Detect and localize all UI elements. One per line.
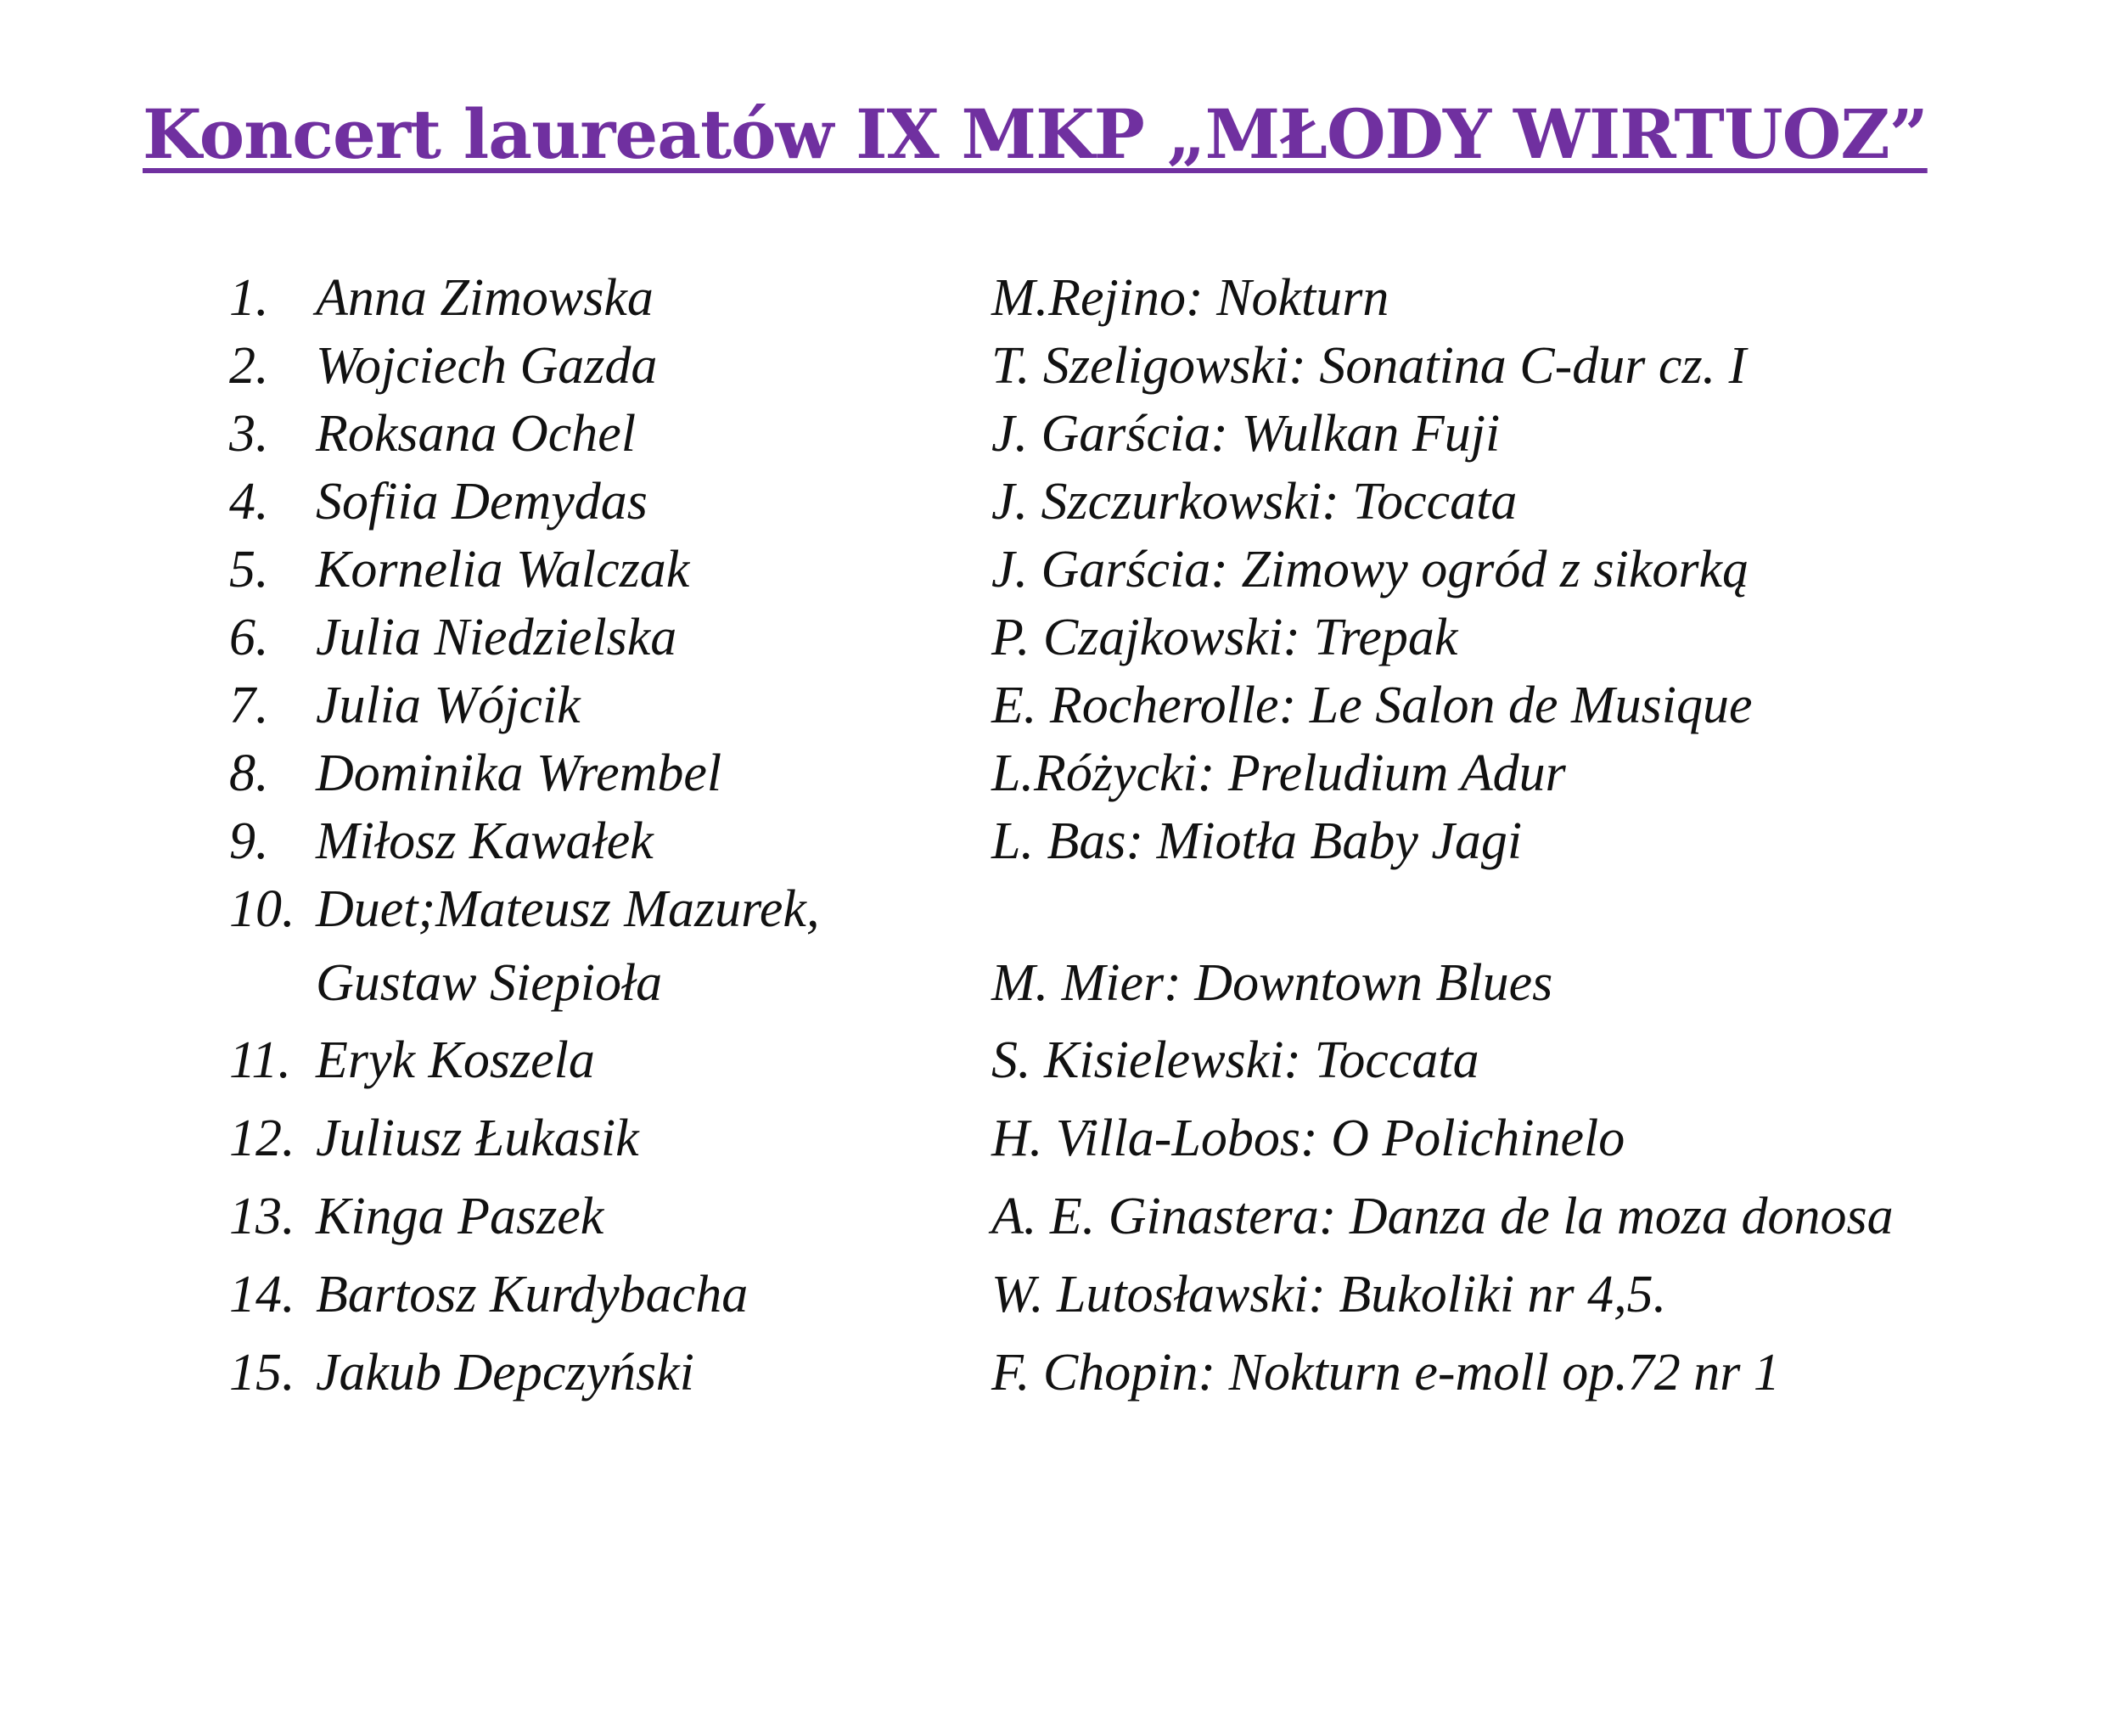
piece-title: H. Villa-Lobos: O Polichinelo <box>991 1110 1625 1167</box>
item-number: 6. <box>229 609 269 666</box>
performer-name: Bartosz Kurdybacha <box>316 1266 749 1323</box>
performer-name: Eryk Koszela <box>316 1031 595 1089</box>
piece-title: P. Czajkowski: Trepak <box>991 609 1458 666</box>
item-number: 14. <box>229 1266 295 1323</box>
item-number: 15. <box>229 1344 295 1402</box>
item-number: 5. <box>229 541 269 598</box>
performer-name: Julia Niedzielska <box>316 609 677 666</box>
performer-name: Kornelia Walczak <box>316 541 690 598</box>
item-number: 7. <box>229 677 269 734</box>
item-number: 2. <box>229 337 269 395</box>
piece-title: T. Szeligowski: Sonatina C-dur cz. I <box>991 337 1747 395</box>
performer-name: Julia Wójcik <box>316 677 581 734</box>
piece-title: E. Rocherolle: Le Salon de Musique <box>991 677 1753 734</box>
piece-title: J. Garścia: Wulkan Fuji <box>991 405 1501 463</box>
item-number: 12. <box>229 1110 295 1167</box>
performer-name: Juliusz Łukasik <box>316 1110 639 1167</box>
item-number: 11. <box>229 1031 291 1089</box>
piece-title: J. Garścia: Zimowy ogród z sikorką <box>991 541 1749 598</box>
performer-name: Anna Zimowska <box>316 269 654 327</box>
piece-title: A. E. Ginastera: Danza de la moza donosa <box>991 1188 1894 1245</box>
document-title: Koncert laureatów IX MKP „MŁODY WIRTUOZ” <box>143 94 1928 174</box>
performer-name <box>316 880 820 1012</box>
piece-title: L. Bas: Miotła Baby Jagi <box>991 812 1523 870</box>
piece-title: S. Kisielewski: Toccata <box>991 1031 1479 1089</box>
item-number: 10. <box>229 880 295 938</box>
item-number: 13. <box>229 1188 295 1245</box>
item-number: 9. <box>229 812 269 870</box>
item-number: 8. <box>229 744 269 802</box>
piece-title: M. Mier: Downtown Blues <box>991 954 1553 1012</box>
piece-title: L.Różycki: Preludium Adur <box>991 744 1566 802</box>
piece-title: M.Rejino: Nokturn <box>991 269 1389 327</box>
performer-name: Jakub Depczyński <box>316 1344 694 1402</box>
performer-name-line1: Duet;Mateusz Mazurek, <box>316 880 820 938</box>
performer-name: Roksana Ochel <box>316 405 637 463</box>
piece-title: J. Szczurkowski: Toccata <box>991 473 1518 531</box>
piece-title: F. Chopin: Nokturn e-moll op.72 nr 1 <box>991 1344 1780 1402</box>
performer-name: Kinga Paszek <box>316 1188 604 1245</box>
piece-title: W. Lutosławski: Bukoliki nr 4,5. <box>991 1266 1667 1323</box>
item-number: 3. <box>229 405 269 463</box>
performer-name-line2: Gustaw Siepioła <box>316 954 663 1012</box>
performer-name: Sofiia Demydas <box>316 473 648 531</box>
performer-name: Miłosz Kawałek <box>316 812 654 870</box>
item-number: 4. <box>229 473 269 531</box>
item-number: 1. <box>229 269 269 327</box>
performer-name: Wojciech Gazda <box>316 337 658 395</box>
performer-name: Dominika Wrembel <box>316 744 722 802</box>
